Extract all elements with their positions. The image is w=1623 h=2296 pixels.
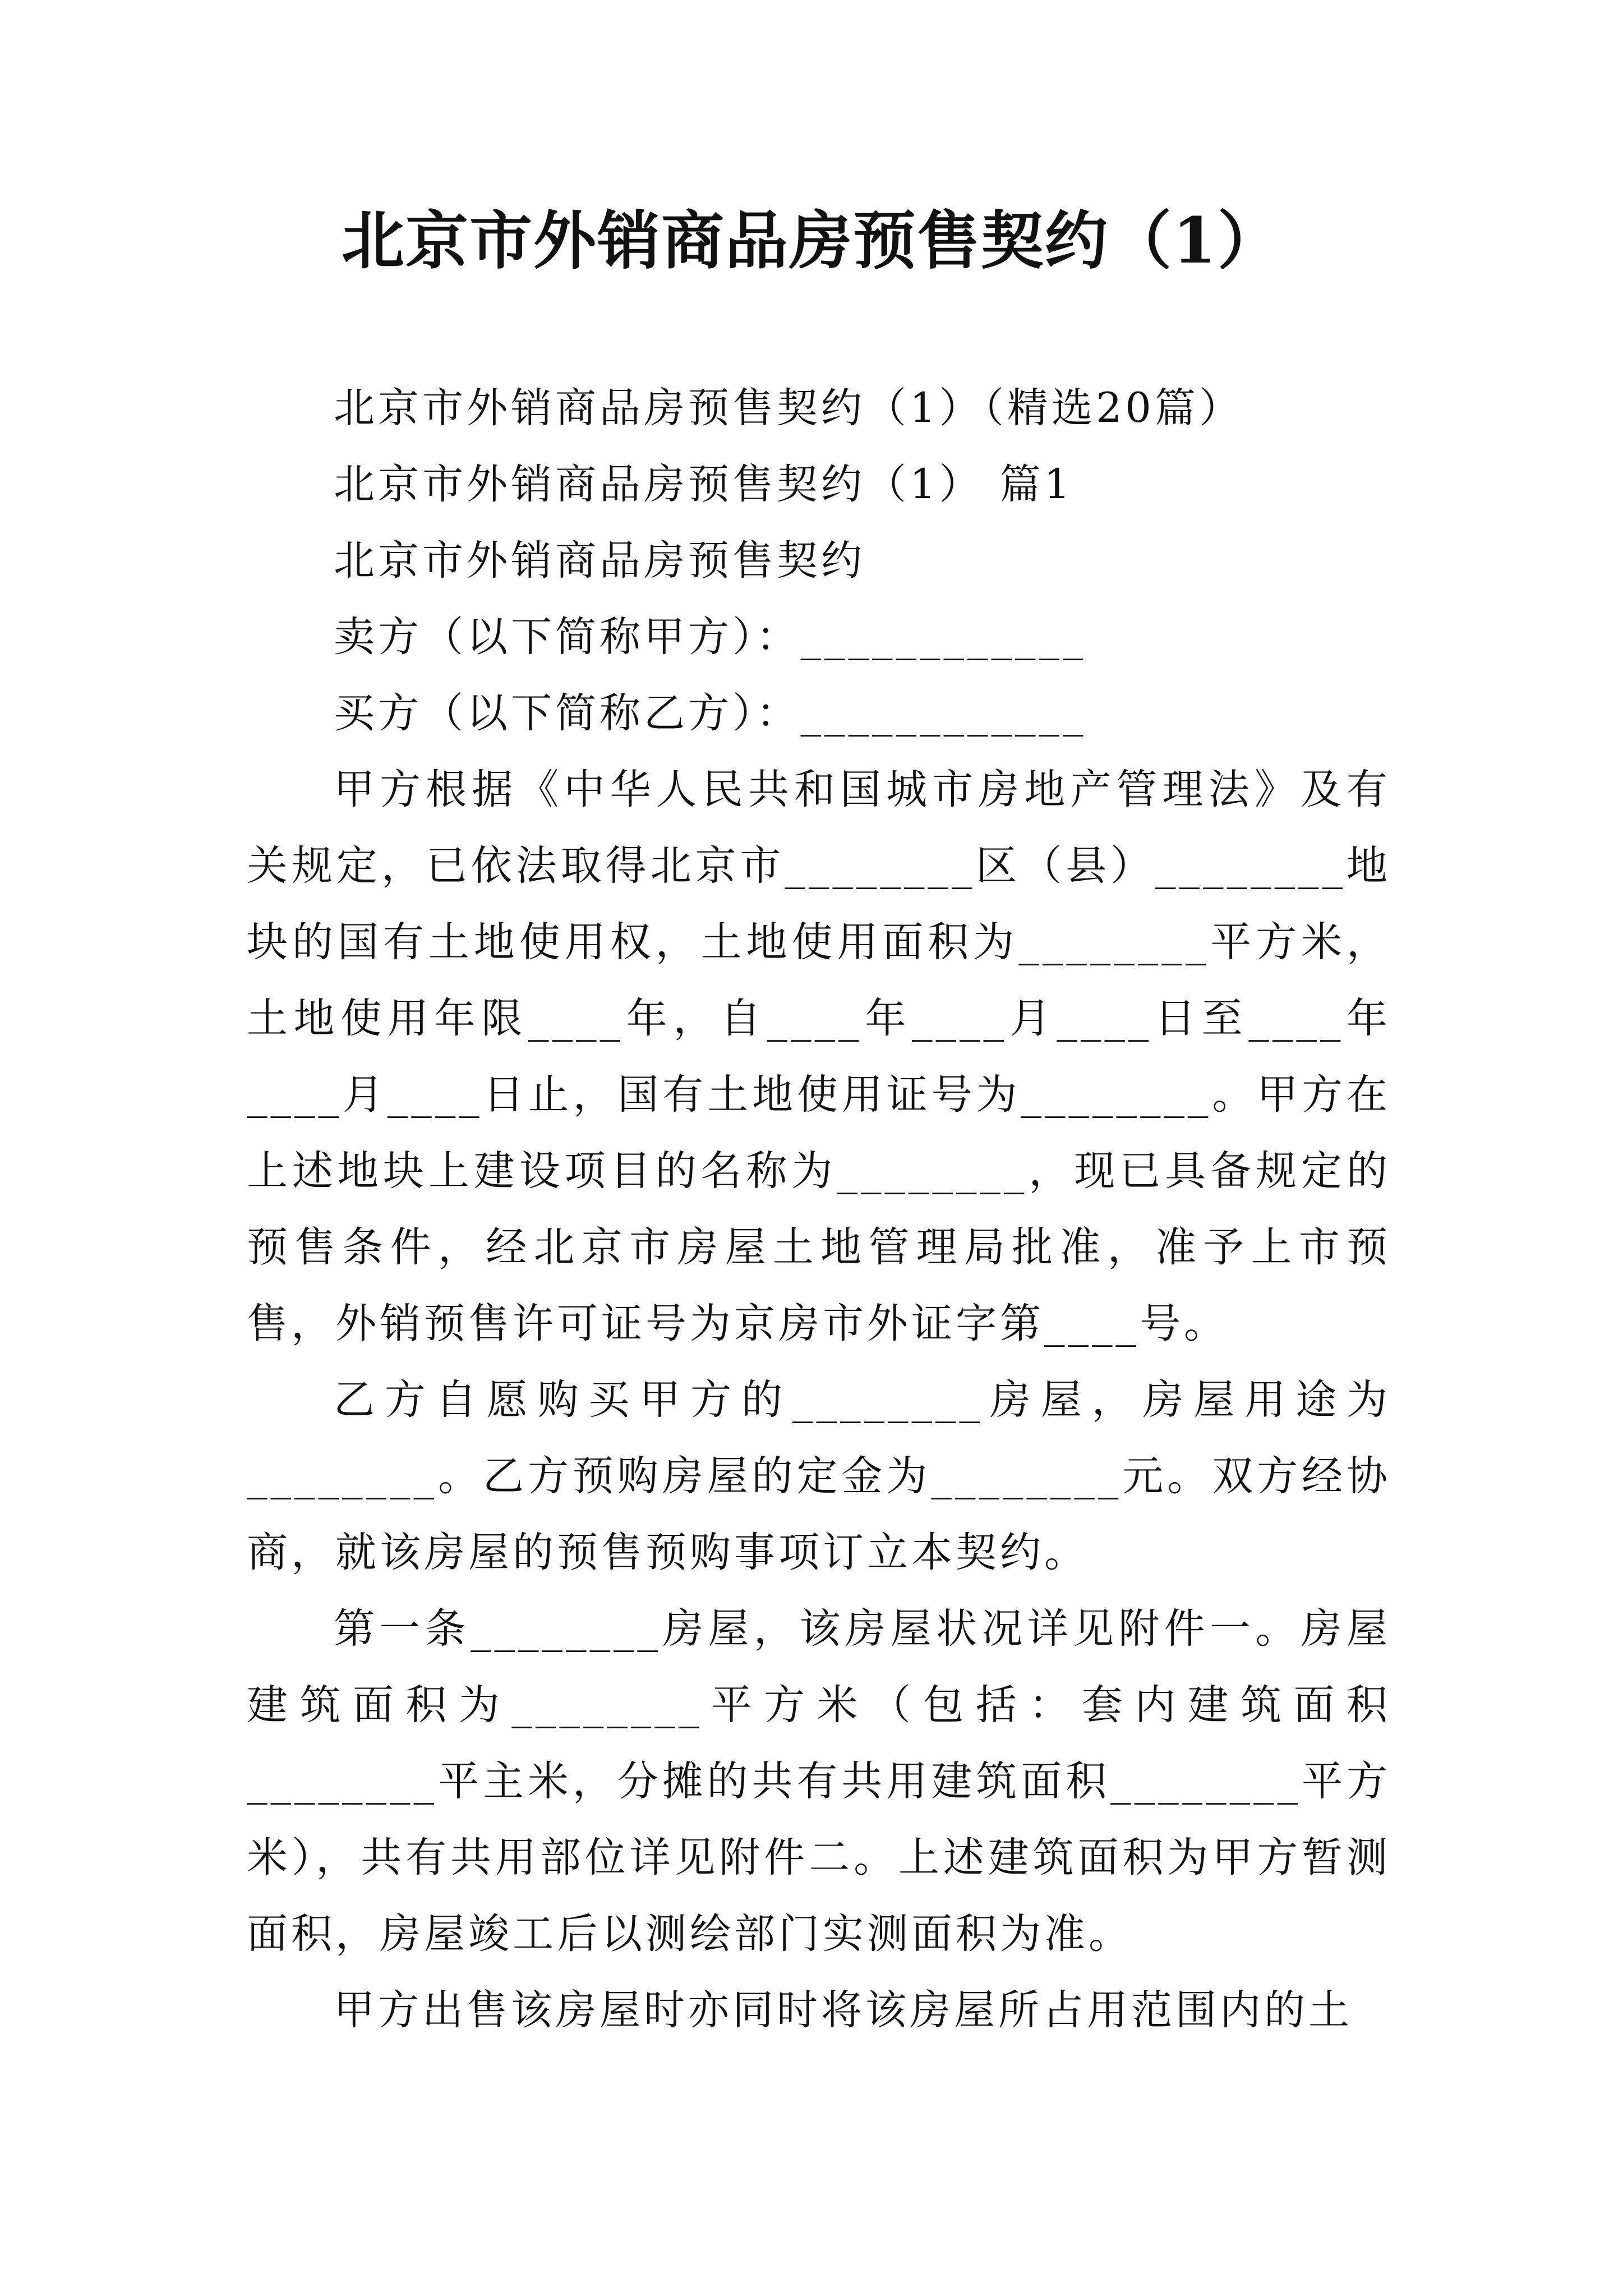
paragraph-section-heading: 北京市外销商品房预售契约（1） 篇1	[334, 461, 1074, 508]
document-body	[247, 370, 1391, 2049]
paragraph-land-rights: 甲方根据《中华人民共和国城市房地产管理法》及有关规定，已依法取得北京市________区（县）________地块的国有土地使用权，土地使用面积为________平方米，土地使用年限____年，自____年____月____日至____年____月____日止，国有土地使用证号为________。甲方在上述地块上建设项目的名称为________，现已具备规定的预售条件，经北京市房屋土地管理局批准，准予上市预售，外销预售许可证号为京房市外证字第____号。	[247, 766, 1391, 1347]
paragraph-purchase: 乙方自愿购买甲方的________房屋，房屋用途为________。乙方预购房屋的定金为________元。双方经协商，就该房屋的预售预购事项订立本契约。	[247, 1376, 1391, 1576]
paragraph-land-transfer: 甲方出售该房屋时亦同时将该房屋所占用范围内的土	[334, 1986, 1353, 2034]
paragraph-subtitle: 北京市外销商品房预售契约（1）（精选20篇）	[334, 384, 1243, 432]
paragraph-buyer: 买方（以下简称乙方）：____________	[334, 689, 1087, 737]
document-title: 北京市外销商品房预售契约（1）	[342, 204, 1281, 278]
paragraph-article-one: 第一条________房屋，该房屋状况详见附件一。房屋建筑面积为________平方米（包括：套内建筑面积________平主米，分摊的共有共用建筑面积________平方米），共有共用部位详见附件二。上述建筑面积为甲方暂测面积，房屋竣工后以测绘部门实测面积为准。	[247, 1605, 1391, 1958]
paragraph-seller: 卖方（以下简称甲方）：____________	[334, 613, 1087, 661]
paragraph-contract-name: 北京市外销商品房预售契约	[334, 537, 865, 585]
